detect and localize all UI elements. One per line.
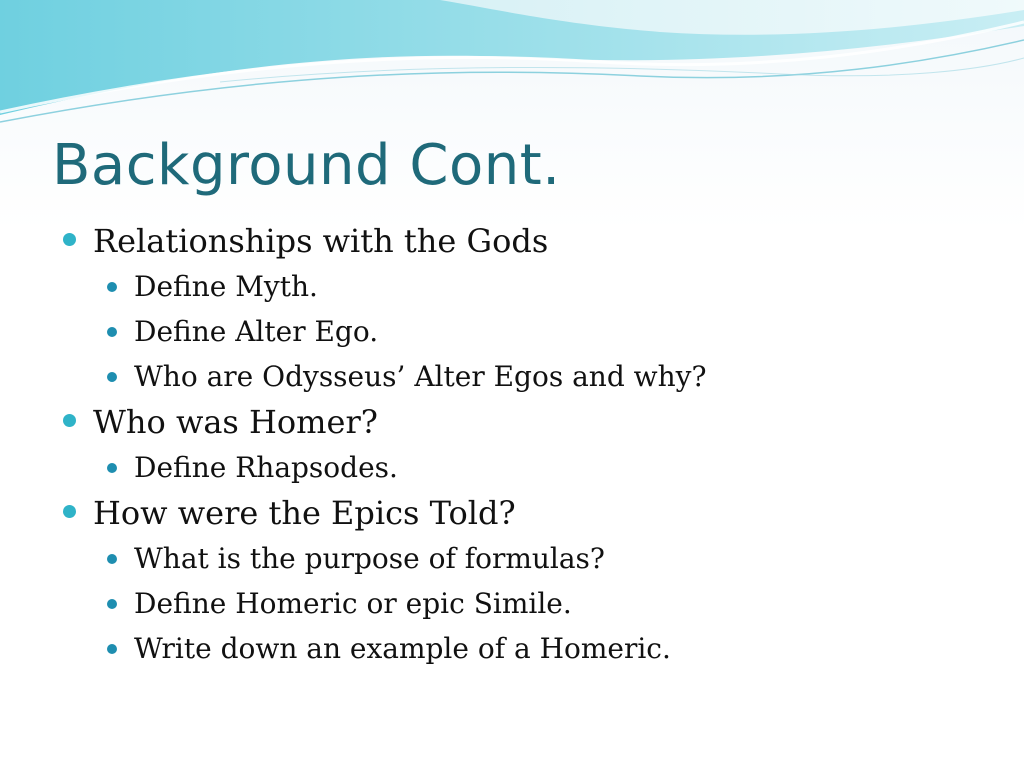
slide-title: Background Cont.: [52, 133, 561, 198]
sub-bullet-list: [93, 264, 992, 399]
bullet-item: [62, 490, 992, 671]
bullet-list: [62, 218, 992, 671]
sub-bullet-item: Who are Odysseus’ Alter Egos and why?: [105, 354, 992, 399]
sub-bullet-list: [93, 536, 992, 671]
bullet-text: Who was Homer?: [93, 403, 378, 441]
sub-bullet-list: [93, 445, 992, 490]
sub-bullet-item: What is the purpose of formulas?: [105, 536, 992, 581]
bullet-item: [62, 399, 992, 490]
wave-banner-graphic: [0, 0, 1024, 130]
sub-bullet-item: Write down an example of a Homeric.: [105, 626, 992, 671]
sub-bullet-item: Define Myth.: [105, 264, 992, 309]
sub-bullet-item: Define Rhapsodes.: [105, 445, 992, 490]
bullet-text: How were the Epics Told?: [93, 494, 516, 532]
bullet-text: Relationships with the Gods: [93, 222, 549, 260]
bullet-item: [62, 218, 992, 399]
sub-bullet-item: Define Alter Ego.: [105, 309, 992, 354]
sub-bullet-item: Define Homeric or epic Simile.: [105, 581, 992, 626]
